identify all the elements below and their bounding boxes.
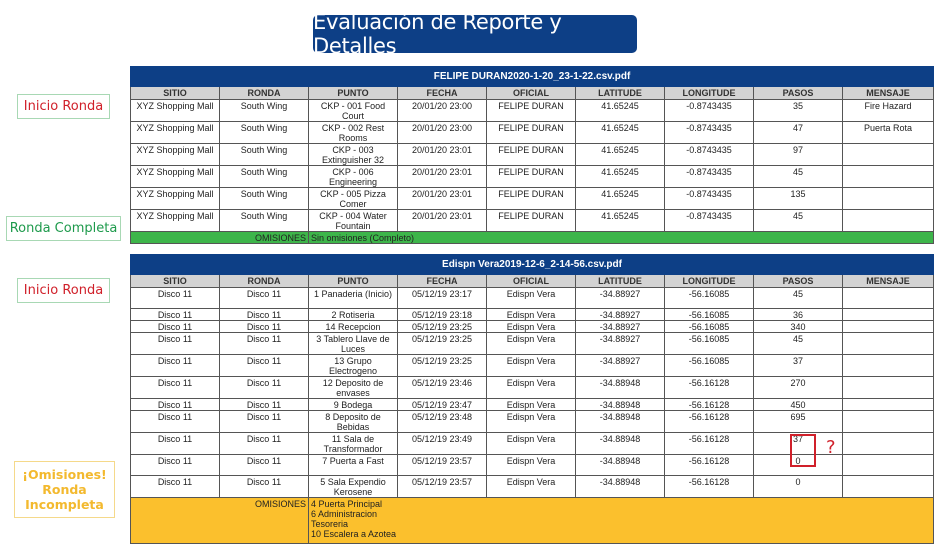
cell-latitude: 41.65245: [576, 144, 665, 166]
omitted-checkpoint: 4 Puerta Principal: [311, 499, 383, 509]
cell-mensaje: [843, 433, 934, 455]
table-row: [131, 411, 934, 433]
cell-latitude: -34.88927: [576, 321, 665, 333]
cell-pasos: 450: [754, 399, 843, 411]
cell-longitude: -56.16128: [665, 455, 754, 476]
cell-mensaje: [843, 411, 934, 433]
col-sitio: SITIO: [131, 87, 220, 100]
col-oficial: OFICIAL: [487, 87, 576, 100]
omisiones-label: OMISIONES: [131, 498, 309, 544]
col-ronda: RONDA: [220, 87, 309, 100]
cell-mensaje: [843, 355, 934, 377]
cell-latitude: -34.88948: [576, 399, 665, 411]
cell-pasos: 35: [754, 100, 843, 122]
col-punto: PUNTO: [309, 275, 398, 288]
cell-mensaje: Puerta Rota: [843, 122, 934, 144]
cell-fecha: 20/01/20 23:00: [398, 100, 487, 122]
cell-mensaje: [843, 399, 934, 411]
cell-oficial: Edispn Vera: [487, 333, 576, 355]
cell-sitio: Disco 11: [131, 399, 220, 411]
cell-sitio: XYZ Shopping Mall: [131, 122, 220, 144]
col-pasos: PASOS: [754, 275, 843, 288]
cell-pasos: 45: [754, 333, 843, 355]
question-mark-annotation: ?: [826, 437, 836, 458]
cell-punto: CKP - 002 Rest Rooms: [309, 122, 398, 144]
cell-pasos: 97: [754, 144, 843, 166]
cell-oficial: FELIPE DURAN: [487, 188, 576, 210]
cell-pasos: 47: [754, 122, 843, 144]
col-fecha: FECHA: [398, 275, 487, 288]
cell-punto: 8 Deposito de Bebidas: [309, 411, 398, 433]
cell-punto: 2 Rotiseria: [309, 309, 398, 321]
inicio-ronda-label-2: Inicio Ronda: [17, 278, 110, 303]
table-row: [131, 355, 934, 377]
cell-latitude: -34.88948: [576, 455, 665, 476]
table-row: [131, 377, 934, 399]
cell-latitude: 41.65245: [576, 210, 665, 232]
cell-fecha: 05/12/19 23:48: [398, 411, 487, 433]
report-table-1: [130, 66, 934, 244]
cell-oficial: Edispn Vera: [487, 399, 576, 411]
omisiones-row: [131, 232, 934, 244]
cell-sitio: XYZ Shopping Mall: [131, 144, 220, 166]
cell-punto: CKP - 004 Water Fountain: [309, 210, 398, 232]
cell-longitude: -56.16128: [665, 399, 754, 411]
cell-latitude: -34.88927: [576, 288, 665, 309]
cell-latitude: -34.88948: [576, 377, 665, 399]
col-punto: PUNTO: [309, 87, 398, 100]
cell-punto: 7 Puerta a Fast: [309, 455, 398, 476]
cell-fecha: 20/01/20 23:01: [398, 188, 487, 210]
cell-fecha: 05/12/19 23:17: [398, 288, 487, 309]
cell-mensaje: [843, 144, 934, 166]
cell-longitude: -56.16085: [665, 333, 754, 355]
cell-fecha: 20/01/20 23:01: [398, 210, 487, 232]
cell-latitude: -34.88927: [576, 309, 665, 321]
cell-ronda: South Wing: [220, 166, 309, 188]
cell-pasos: 270: [754, 377, 843, 399]
cell-ronda: Disco 11: [220, 321, 309, 333]
omisiones-row: [131, 498, 934, 544]
cell-sitio: Disco 11: [131, 377, 220, 399]
omisiones-list: [309, 498, 934, 544]
cell-mensaje: [843, 455, 934, 476]
cell-pasos: 37: [754, 355, 843, 377]
table-row: [131, 309, 934, 321]
omisiones-incompleta-label: ¡Omisiones! Ronda Incompleta: [14, 461, 115, 518]
cell-longitude: -0.8743435: [665, 100, 754, 122]
cell-mensaje: [843, 309, 934, 321]
cell-latitude: 41.65245: [576, 100, 665, 122]
cell-ronda: Disco 11: [220, 399, 309, 411]
cell-punto: CKP - 005 Pizza Comer: [309, 188, 398, 210]
cell-mensaje: [843, 288, 934, 309]
cell-latitude: -34.88948: [576, 411, 665, 433]
cell-mensaje: [843, 210, 934, 232]
cell-oficial: Edispn Vera: [487, 411, 576, 433]
cell-ronda: Disco 11: [220, 288, 309, 309]
cell-fecha: 20/01/20 23:01: [398, 166, 487, 188]
cell-ronda: Disco 11: [220, 411, 309, 433]
inicio-ronda-label-1: Inicio Ronda: [17, 94, 110, 119]
omitted-checkpoint: 6 Administracion: [311, 509, 378, 519]
cell-ronda: South Wing: [220, 122, 309, 144]
col-longitude: LONGITUDE: [665, 275, 754, 288]
cell-sitio: Disco 11: [131, 321, 220, 333]
cell-fecha: 05/12/19 23:46: [398, 377, 487, 399]
cell-ronda: Disco 11: [220, 333, 309, 355]
report-table-2: [130, 254, 934, 544]
cell-oficial: Edispn Vera: [487, 433, 576, 455]
cell-sitio: XYZ Shopping Mall: [131, 210, 220, 232]
omisiones-text: Sin omisiones (Completo): [309, 232, 934, 244]
cell-sitio: XYZ Shopping Mall: [131, 100, 220, 122]
col-latitude: LATITUDE: [576, 87, 665, 100]
cell-punto: 11 Sala de Transformador: [309, 433, 398, 455]
cell-sitio: Disco 11: [131, 309, 220, 321]
table-row: [131, 399, 934, 411]
cell-punto: 14 Recepcion: [309, 321, 398, 333]
cell-latitude: -34.88927: [576, 333, 665, 355]
cell-oficial: FELIPE DURAN: [487, 122, 576, 144]
col-oficial: OFICIAL: [487, 275, 576, 288]
cell-ronda: South Wing: [220, 188, 309, 210]
cell-longitude: -56.16128: [665, 476, 754, 498]
ronda-completa-label: Ronda Completa: [6, 216, 121, 241]
cell-mensaje: [843, 188, 934, 210]
cell-pasos: 45: [754, 166, 843, 188]
cell-ronda: South Wing: [220, 100, 309, 122]
cell-pasos: 37: [754, 433, 843, 455]
cell-longitude: -56.16128: [665, 411, 754, 433]
cell-oficial: FELIPE DURAN: [487, 100, 576, 122]
cell-oficial: FELIPE DURAN: [487, 166, 576, 188]
cell-longitude: -0.8743435: [665, 210, 754, 232]
col-pasos: PASOS: [754, 87, 843, 100]
omitted-checkpoint: Tesoreria: [311, 519, 349, 529]
cell-longitude: -0.8743435: [665, 122, 754, 144]
cell-ronda: Disco 11: [220, 309, 309, 321]
cell-pasos: 36: [754, 309, 843, 321]
cell-fecha: 05/12/19 23:18: [398, 309, 487, 321]
cell-fecha: 20/01/20 23:00: [398, 122, 487, 144]
cell-latitude: 41.65245: [576, 122, 665, 144]
cell-fecha: 05/12/19 23:57: [398, 476, 487, 498]
col-ronda: RONDA: [220, 275, 309, 288]
table-row: [131, 476, 934, 498]
cell-ronda: Disco 11: [220, 476, 309, 498]
cell-mensaje: [843, 476, 934, 498]
table-row: [131, 321, 934, 333]
col-sitio: SITIO: [131, 275, 220, 288]
cell-pasos: 0: [754, 455, 843, 476]
cell-longitude: -0.8743435: [665, 188, 754, 210]
table-row: [131, 188, 934, 210]
cell-sitio: XYZ Shopping Mall: [131, 188, 220, 210]
cell-sitio: Disco 11: [131, 411, 220, 433]
table-row: [131, 288, 934, 309]
cell-latitude: -34.88948: [576, 476, 665, 498]
omisiones-label: OMISIONES: [131, 232, 309, 244]
cell-oficial: FELIPE DURAN: [487, 210, 576, 232]
cell-ronda: South Wing: [220, 144, 309, 166]
cell-punto: 1 Panaderia (Inicio): [309, 288, 398, 309]
cell-fecha: 05/12/19 23:25: [398, 355, 487, 377]
cell-oficial: Edispn Vera: [487, 309, 576, 321]
cell-punto: 3 Tablero Llave de Luces: [309, 333, 398, 355]
cell-punto: CKP - 001 Food Court: [309, 100, 398, 122]
table-row: [131, 333, 934, 355]
table-row: [131, 144, 934, 166]
col-latitude: LATITUDE: [576, 275, 665, 288]
cell-longitude: -56.16128: [665, 433, 754, 455]
report-file-name: FELIPE DURAN2020-1-20_23-1-22.csv.pdf: [131, 67, 934, 87]
cell-punto: 13 Grupo Electrogeno: [309, 355, 398, 377]
cell-ronda: South Wing: [220, 210, 309, 232]
cell-longitude: -56.16085: [665, 355, 754, 377]
cell-sitio: Disco 11: [131, 333, 220, 355]
cell-oficial: Edispn Vera: [487, 377, 576, 399]
col-mensaje: MENSAJE: [843, 87, 934, 100]
cell-sitio: Disco 11: [131, 355, 220, 377]
cell-sitio: Disco 11: [131, 476, 220, 498]
cell-fecha: 05/12/19 23:25: [398, 333, 487, 355]
col-longitude: LONGITUDE: [665, 87, 754, 100]
cell-ronda: Disco 11: [220, 433, 309, 455]
cell-mensaje: [843, 166, 934, 188]
cell-latitude: -34.88948: [576, 433, 665, 455]
cell-oficial: Edispn Vera: [487, 288, 576, 309]
cell-pasos: 0: [754, 476, 843, 498]
table-row: [131, 210, 934, 232]
cell-sitio: Disco 11: [131, 288, 220, 309]
cell-pasos: 695: [754, 411, 843, 433]
cell-fecha: 20/01/20 23:01: [398, 144, 487, 166]
col-fecha: FECHA: [398, 87, 487, 100]
cell-fecha: 05/12/19 23:57: [398, 455, 487, 476]
cell-punto: CKP - 006 Engineering: [309, 166, 398, 188]
cell-ronda: Disco 11: [220, 377, 309, 399]
cell-oficial: Edispn Vera: [487, 321, 576, 333]
cell-ronda: Disco 11: [220, 355, 309, 377]
cell-fecha: 05/12/19 23:49: [398, 433, 487, 455]
table-row: [131, 100, 934, 122]
cell-longitude: -56.16085: [665, 321, 754, 333]
cell-pasos: 135: [754, 188, 843, 210]
cell-mensaje: Fire Hazard: [843, 100, 934, 122]
omitted-checkpoint: 10 Escalera a Azotea: [311, 529, 397, 539]
cell-fecha: 05/12/19 23:47: [398, 399, 487, 411]
cell-fecha: 05/12/19 23:25: [398, 321, 487, 333]
cell-punto: 9 Bodega: [309, 399, 398, 411]
cell-longitude: -56.16128: [665, 377, 754, 399]
cell-mensaje: [843, 333, 934, 355]
cell-punto: 12 Deposito de envases: [309, 377, 398, 399]
cell-ronda: Disco 11: [220, 455, 309, 476]
col-mensaje: MENSAJE: [843, 275, 934, 288]
cell-oficial: Edispn Vera: [487, 355, 576, 377]
cell-oficial: FELIPE DURAN: [487, 144, 576, 166]
cell-latitude: 41.65245: [576, 188, 665, 210]
cell-mensaje: [843, 321, 934, 333]
cell-sitio: Disco 11: [131, 433, 220, 455]
cell-oficial: Edispn Vera: [487, 476, 576, 498]
table-row: [131, 166, 934, 188]
cell-latitude: -34.88927: [576, 355, 665, 377]
cell-sitio: XYZ Shopping Mall: [131, 166, 220, 188]
cell-sitio: Disco 11: [131, 455, 220, 476]
cell-longitude: -56.16085: [665, 288, 754, 309]
cell-longitude: -0.8743435: [665, 166, 754, 188]
table-row: [131, 122, 934, 144]
cell-punto: CKP - 003 Extinguisher 32: [309, 144, 398, 166]
column-headers: [131, 87, 934, 100]
column-headers: [131, 275, 934, 288]
cell-longitude: -56.16085: [665, 309, 754, 321]
cell-pasos: 340: [754, 321, 843, 333]
cell-latitude: 41.65245: [576, 166, 665, 188]
cell-mensaje: [843, 377, 934, 399]
cell-punto: 5 Sala Expendio Kerosene: [309, 476, 398, 498]
zero-steps-highlight: [790, 434, 816, 467]
cell-longitude: -0.8743435: [665, 144, 754, 166]
page-title: Evaluación de Reporte y Detalles: [313, 15, 637, 53]
cell-oficial: Edispn Vera: [487, 455, 576, 476]
report-file-name: Edispn Vera2019-12-6_2-14-56.csv.pdf: [131, 255, 934, 275]
cell-pasos: 45: [754, 210, 843, 232]
cell-pasos: 45: [754, 288, 843, 309]
